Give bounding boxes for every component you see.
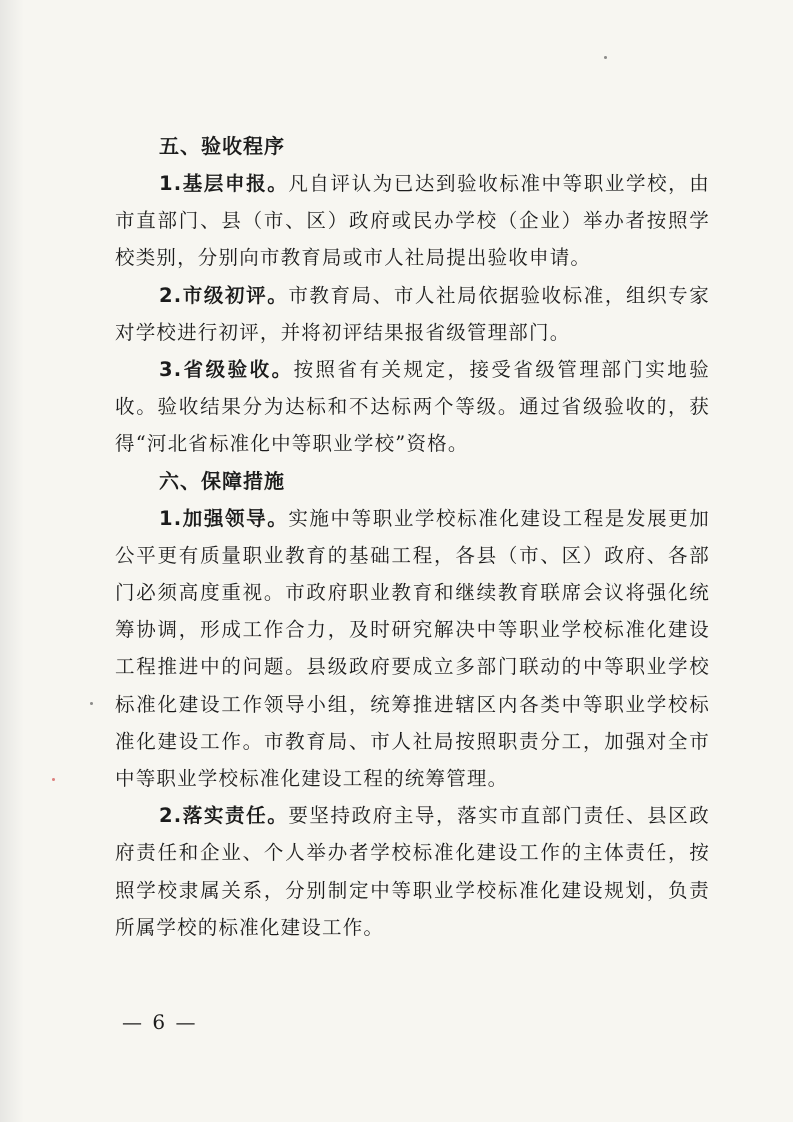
paragraph-implement-responsibility	[115, 797, 710, 946]
scan-speck	[52, 778, 55, 781]
paragraph-lead: 1.加强领导。	[159, 506, 289, 530]
paragraph-text: 凡自评认为已达到验收标准中等职业学校，由市直部门、县（市、区）政府或民办学校（企业）举办者按照学校类别，分别向市教育局或市人社局提出验收申请。	[115, 172, 710, 270]
paragraph-grassroots-application	[115, 165, 710, 277]
paragraph-lead: 2.落实责任。	[159, 804, 289, 828]
scan-speck	[604, 56, 607, 59]
paragraph-provincial-acceptance	[115, 351, 710, 463]
paragraph-text: 按照省有关规定，接受省级管理部门实地验收。验收结果分为达标和不达标两个等级。通过省级验收的，获得“河北省标准化中等职业学校”资格。	[115, 358, 710, 456]
scan-speck	[90, 702, 93, 705]
scan-edge-shadow	[0, 0, 24, 1122]
paragraph-text: 要坚持政府主导，落实市直部门责任、县区政府责任和企业、个人举办者学校标准化建设工作的主体责任，按照学校隶属关系，分别制定中等职业学校标准化建设规划，负责所属学校的标准化建设工作。	[115, 804, 710, 939]
document-body	[115, 128, 710, 946]
paragraph-strengthen-leadership	[115, 500, 710, 798]
paragraph-city-preliminary-review	[115, 277, 710, 351]
paragraph-text: 市教育局、市人社局依据验收标准，组织专家对学校进行初评，并将初评结果报省级管理部门。	[115, 283, 710, 344]
section-heading-safeguard-measures: 六、保障措施	[159, 468, 285, 493]
page-number: — 6 —	[122, 1010, 198, 1034]
paragraph-lead: 2.市级初评。	[159, 283, 289, 307]
paragraph-lead: 3.省级验收。	[159, 358, 294, 382]
paragraph-lead: 1.基层申报。	[159, 172, 289, 195]
section-heading-acceptance-procedure: 五、验收程序	[159, 134, 285, 158]
paragraph-text: 实施中等职业学校标准化建设工程是发展更加公平更有质量职业教育的基础工程，各县（市、区）政府、各部门必须高度重视。市政府职业教育和继续教育联席会议将强化统筹协调，形成工作合力，及时研究解决中等职业学校标准化建设工程推进中的问题。县级政府要成立多部门联动的中等职业学校标准化建设工作领导小组，统筹推进辖区内各类中等职业学校标准化建设工作。市教育局、市人社局按照职责分工，加强对全市中等职业学校标准化建设工程的统筹管理。	[115, 506, 710, 791]
